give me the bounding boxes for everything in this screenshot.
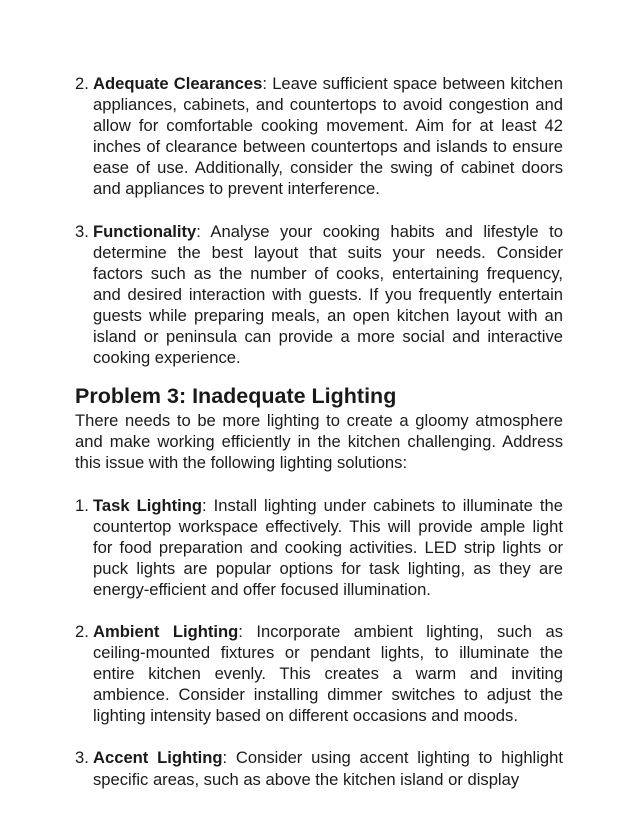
list-item-ambient-lighting bbox=[75, 621, 563, 726]
section-heading: Problem 3: Inadequate Lighting bbox=[75, 384, 397, 409]
document-page bbox=[75, 73, 563, 790]
list-item-task-lighting bbox=[75, 495, 563, 600]
list-item-adequate-clearances bbox=[75, 73, 563, 200]
list-item-term: Task Lighting bbox=[93, 495, 203, 515]
list-item-text: : Leave sufficient space between kitchen appliances, cabinets, and countertops to avoid congestion and allow for comfortable cooking movement. Aim for at least 42 inches of clearance between countertops and islands to ensure ease of use. Additionally, consider the swing of cabinet doors and appliances to prevent interference. bbox=[93, 74, 563, 199]
list-item-term: Adequate Clearances bbox=[93, 74, 263, 93]
list-item-body bbox=[93, 621, 563, 726]
list-item-term: Accent Lighting bbox=[93, 748, 223, 768]
list-item-text: : Analyse your cooking habits and lifestyle to determine the best layout that suits your needs. Consider factors such as the number of cooks, entertaining frequency, and desired interaction with guests. If you frequently entertain guests while preparing meals, an open kitchen layout with an island or peninsula can provide a more social and interactive cooking experience. bbox=[93, 221, 563, 368]
list-number: 1. bbox=[75, 495, 89, 515]
list-item-text: : Consider using accent lighting to highlight specific areas, such as above the kitchen island or display bbox=[93, 748, 564, 789]
list-item-body bbox=[93, 495, 563, 600]
list-item-term: Ambient Lighting bbox=[93, 621, 239, 641]
list-item-term: Functionality bbox=[93, 221, 197, 241]
list-item-body bbox=[93, 221, 563, 369]
list-item-accent-lighting bbox=[75, 747, 563, 789]
list-item-text: : Incorporate ambient lighting, such as ceiling-mounted fixtures or pendant lights, to illuminate the entire kitchen evenly. This creates a warm and inviting ambience. Consider installing dimmer switches to adjust the lighting intensity based on different occasions and moods. bbox=[93, 621, 563, 726]
list-item-functionality bbox=[75, 221, 563, 369]
list-number: 2. bbox=[75, 621, 89, 641]
section-intro: There needs to be more lighting to create a gloomy atmosphere and make working efficiently in the kitchen challenging. Address this issue with the following lighting solutions: bbox=[75, 411, 563, 473]
list-item-text: : Install lighting under cabinets to illuminate the countertop workspace effectively. This will provide ample light for food preparation and cooking activities. LED strip lights or puck lights are popular options for task lighting, as they are energy-efficient and offer focused illumination. bbox=[93, 495, 563, 599]
list-number: 2. bbox=[75, 74, 89, 93]
list-number: 3. bbox=[75, 221, 89, 241]
list-number: 3. bbox=[75, 748, 89, 768]
list-item-body bbox=[93, 747, 563, 789]
list-item-body bbox=[93, 73, 563, 200]
